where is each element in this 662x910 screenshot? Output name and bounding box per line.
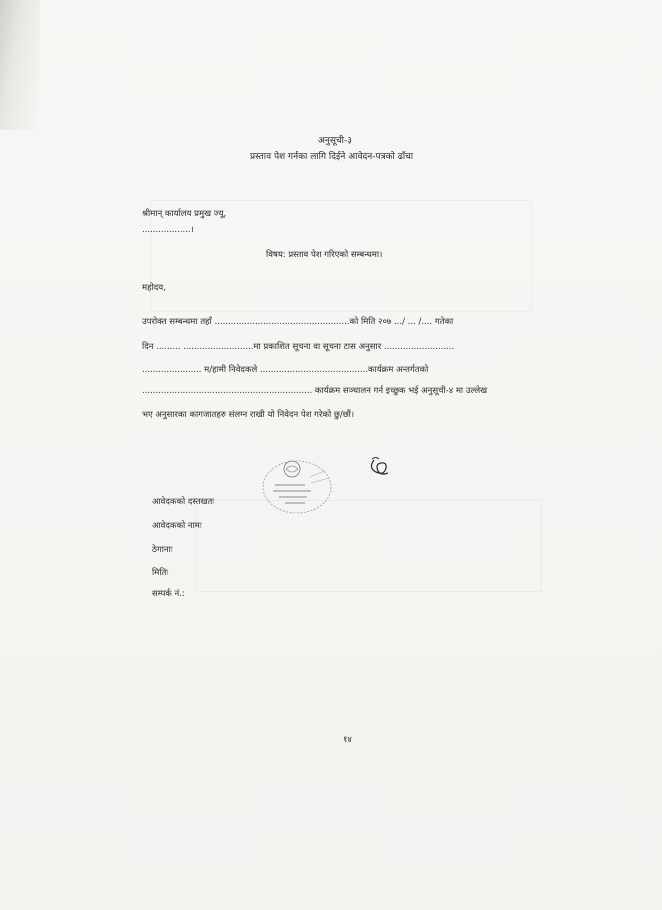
- page-number: १४: [343, 735, 352, 745]
- date-label: मितिः: [152, 568, 169, 578]
- signature-label: आवेदकको दस्तखतः: [152, 497, 215, 507]
- page-fold-shadow: [0, 0, 40, 130]
- body-line-2: दिन ......... ..........................मा प्रकाशित सूचना वा सूचना टास अनुसार ..........................: [142, 342, 455, 352]
- address-label: ठेगानाः: [152, 545, 173, 555]
- body-line-1: उपरोक्त सम्बन्धमा तहाँ ..................................................को मिति २०७ .../ ... /.... गतेका: [142, 317, 454, 327]
- applicant-name-label: आवेदकको नामः: [152, 521, 202, 531]
- show-through-artifact: [195, 500, 542, 592]
- body-line-5: भए अनुसारका कागजातहरु संलग्न राखी यो निवेदन पेश गरेको छु/छौं।: [142, 410, 355, 420]
- form-title: प्रस्ताव पेश गर्नका लागि दिईने आवेदन-पत्रको ढाँचा: [250, 152, 414, 162]
- annex-label: अनुसूची-३: [318, 136, 352, 146]
- salutation: महोदय,: [142, 283, 166, 293]
- body-line-3: ...................... म/हामी निवेदकले ........................................कार्यक्रम अन्तर्गतको: [142, 365, 429, 375]
- official-stamp-icon: [255, 455, 345, 525]
- contact-label: सम्पर्क नं.:: [152, 589, 185, 599]
- recipient-line: श्रीमान् कार्यालय प्रमुख ज्यू,: [142, 209, 227, 219]
- recipient-blank: ..................।: [142, 225, 194, 235]
- signature-scribble-icon: [366, 454, 392, 480]
- body-line-4: ............................................................... कार्यक्रम सञ्चालन गर्न इच्छुक भई अनुसूची-४ मा उल्लेख: [142, 386, 488, 396]
- subject-line: विषय: प्रस्ताव पेश गरिएको सम्बन्धमा।: [266, 250, 383, 260]
